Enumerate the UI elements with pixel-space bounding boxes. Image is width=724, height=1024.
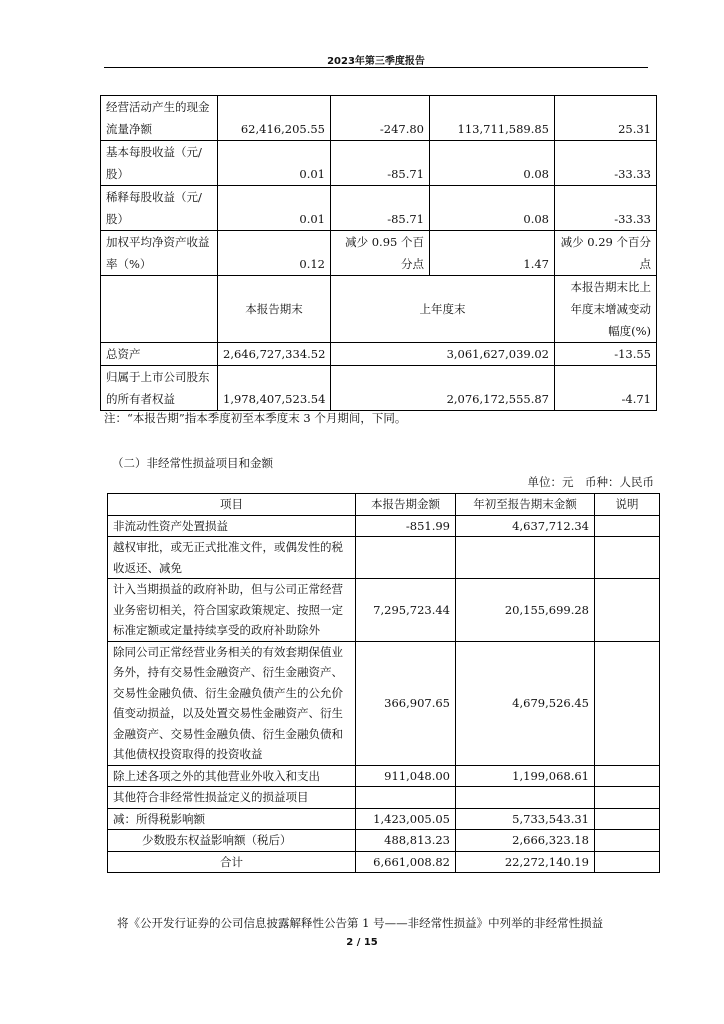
cell-value: 0.08 [430,186,555,231]
column-header: 年初至报告期末金额 [456,494,595,516]
column-header: 本报告期金额 [356,494,456,516]
cell-value: 62,416,205.55 [218,96,331,141]
item-label: 减：所得税影响额 [108,808,356,830]
cell-value: 366,907.65 [356,641,456,765]
item-label: 合计 [108,851,356,873]
cell-value: -851.99 [356,515,456,537]
cell-value: 25.31 [555,96,657,141]
cell-value: 0.01 [218,186,331,231]
period-note: 注：“本报告期”指本季度初至本季度末 3 个月期间，下同。 [104,411,407,425]
header-rule [104,67,648,68]
cell-value: -33.33 [555,141,657,186]
cell-note [595,808,660,830]
cell-value: -33.33 [555,186,657,231]
cell-value: 0.01 [218,141,331,186]
cell-value [356,537,456,579]
cell-value: 911,048.00 [356,765,456,787]
table-row [101,96,657,141]
cell-value: 2,666,323.18 [456,830,595,852]
cell-value: 20,155,699.28 [456,579,595,642]
item-label: 其他符合非经常性损益定义的损益项目 [108,787,356,809]
item-label: 计入当期损益的政府补助，但与公司正常经营业务密切相关，符合国家政策规定、按照一定标准定额或定量持续享受的政府补助除外 [108,579,356,642]
table-row [108,641,660,765]
table-row [101,141,657,186]
cell-value: 1,423,005.05 [356,808,456,830]
row-label: 稀释每股收益（元/股） [101,186,218,231]
cell-value [356,787,456,809]
table-row [101,343,657,366]
cell-note [595,579,660,642]
cell-value: 0.12 [218,231,331,276]
unit-currency-label: 单位：元 币种：人民币 [527,475,654,489]
cell-note [595,830,660,852]
row-label: 加权平均净资产收益率（%） [101,231,218,276]
cell-value: -85.71 [331,186,430,231]
cell-note [595,765,660,787]
table-row [108,537,660,579]
cell-value: 2,646,727,334.52 [218,343,331,366]
item-label: 少数股东权益影响额（税后） [108,830,356,852]
cell-note [595,515,660,537]
item-label: 越权审批，或无正式批准文件，或偶发性的税收返还、减免 [108,537,356,579]
cell-note [595,851,660,873]
row-label: 总资产 [101,343,218,366]
cell-value [456,787,595,809]
cell-value: 减少 0.29 个百分点 [555,231,657,276]
cell-note [595,641,660,765]
column-header: 本报告期末 [218,276,331,343]
section-title: （二）非经常性损益项目和金额 [112,456,273,470]
table-row [108,830,660,852]
cell-value: 5,733,543.31 [456,808,595,830]
column-header: 说明 [595,494,660,516]
row-label: 经营活动产生的现金流量净额 [101,96,218,141]
empty-cell [101,276,218,343]
cell-value: 2,076,172,555.87 [331,366,555,411]
table-row [108,787,660,809]
table-row [108,515,660,537]
page-number: 2 / 15 [346,937,378,948]
cell-value: 7,295,723.44 [356,579,456,642]
cell-value: 减少 0.95 个百分点 [331,231,430,276]
cell-value [456,537,595,579]
cell-note [595,537,660,579]
cell-value: -247.80 [331,96,430,141]
table-row [108,808,660,830]
cell-value: 113,711,589.85 [430,96,555,141]
cell-value: 6,661,008.82 [356,851,456,873]
row-label: 基本每股收益（元/股） [101,141,218,186]
cell-value: -85.71 [331,141,430,186]
cell-value: 3,061,627,039.02 [331,343,555,366]
cell-note [595,787,660,809]
non-recurring-items-table [107,493,660,873]
table-header-row [108,494,660,516]
item-label: 除上述各项之外的其他营业外收入和支出 [108,765,356,787]
column-header: 上年度末 [331,276,555,343]
table-row [108,579,660,642]
column-header: 项目 [108,494,356,516]
table-header-row [101,276,657,343]
table-row [101,366,657,411]
cell-value: 1,978,407,523.54 [218,366,331,411]
table-row [101,186,657,231]
cell-value: 4,679,526.45 [456,641,595,765]
item-label: 除同公司正常经营业务相关的有效套期保值业务外，持有交易性金融资产、衍生金融资产、交易性金融负债、衍生金融负债产生的公允价值变动损益，以及处置交易性金融资产、衍生金融资产、交易性金融负债、衍生金融负债和其他债权投资取得的投资收益 [108,641,356,765]
table-total-row [108,851,660,873]
cell-value: 0.08 [430,141,555,186]
footnote-text: 将《公开发行证券的公司信息披露解释性公告第 1 号——非经常性损益》中列举的非经常性损益 [117,916,604,930]
row-label: 归属于上市公司股东的所有者权益 [101,366,218,411]
cell-value: -13.55 [555,343,657,366]
report-header: 2023年第三季度报告 [327,56,425,67]
item-label: 非流动性资产处置损益 [108,515,356,537]
cell-value: 488,813.23 [356,830,456,852]
cell-value: -4.71 [555,366,657,411]
cell-value: 4,637,712.34 [456,515,595,537]
table-row [101,231,657,276]
table-row [108,765,660,787]
cell-value: 22,272,140.19 [456,851,595,873]
financial-indicators-table [100,95,657,411]
column-header: 本报告期末比上年度末增减变动幅度(%) [555,276,657,343]
cell-value: 1,199,068.61 [456,765,595,787]
cell-value: 1.47 [430,231,555,276]
